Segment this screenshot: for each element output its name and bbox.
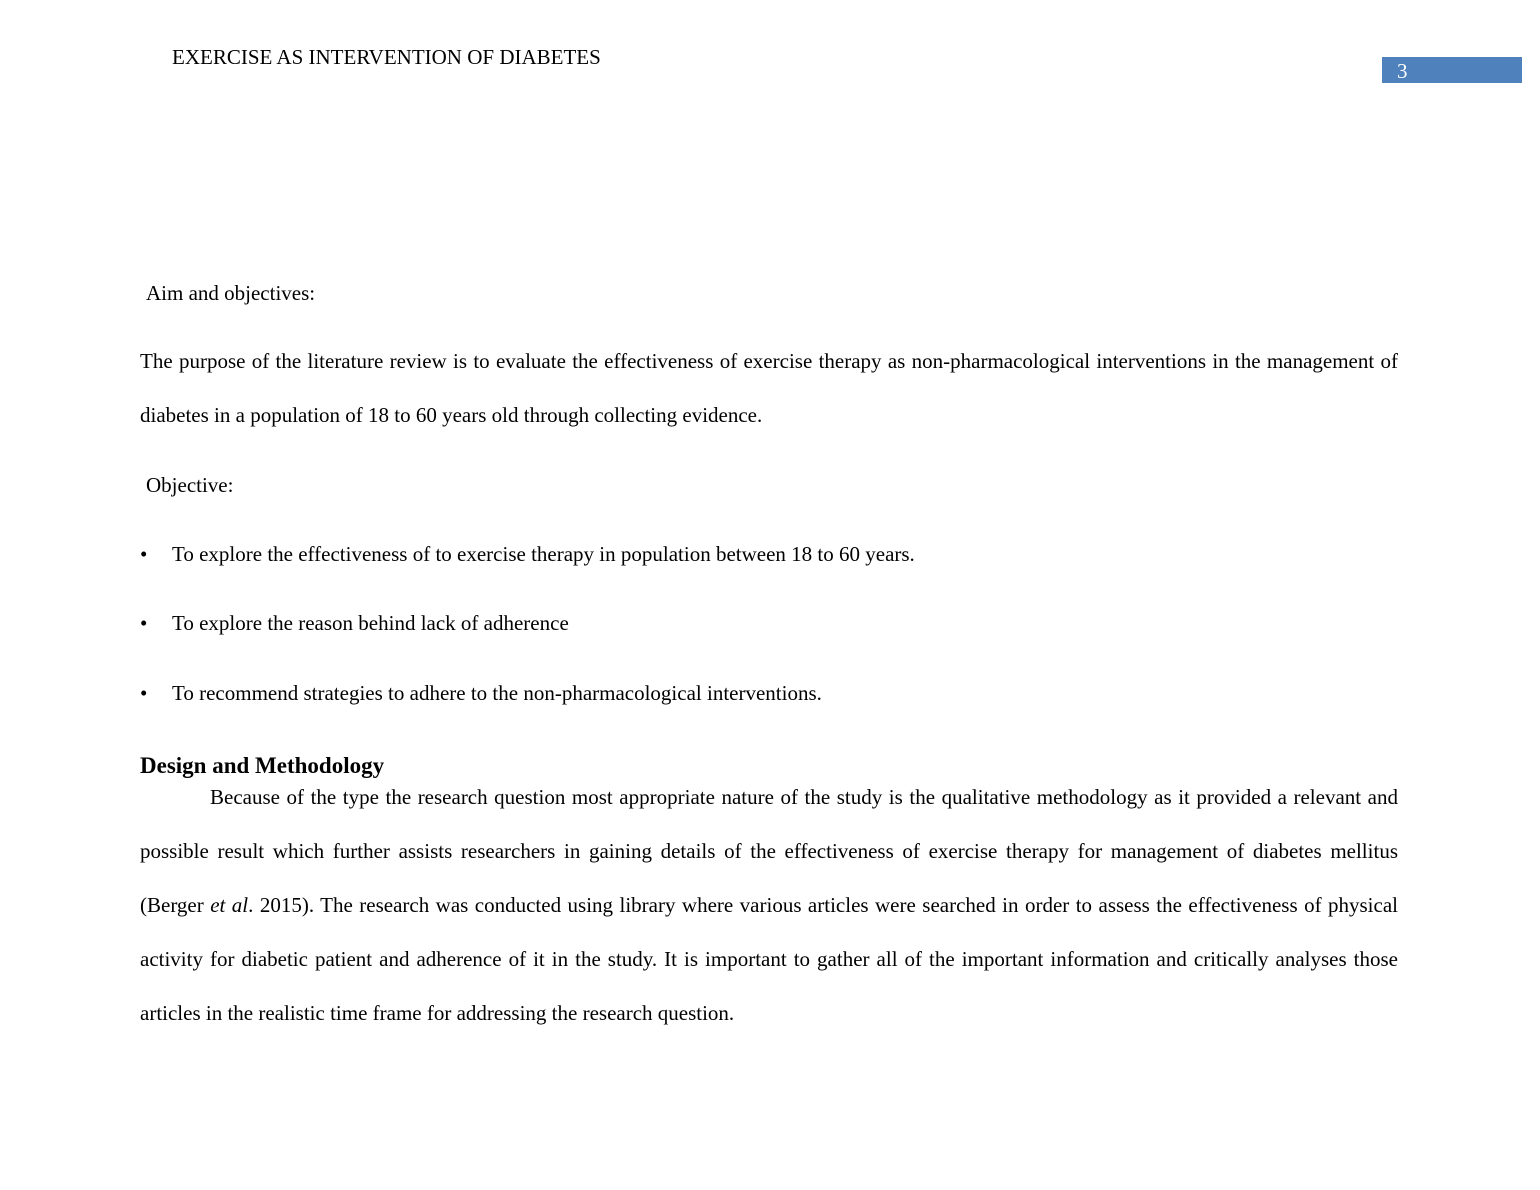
aim-paragraph: The purpose of the literature review is to evaluate the effectiveness of exercise therapy as non-pharmacological interventions in the management of diabetes in a population of 18 to 60 years old through collecting evidence. [140,349,1398,427]
objective-item-text: To explore the effectiveness of to exercise therapy in population between 18 to 60 years. [172,542,915,566]
running-head: EXERCISE AS INTERVENTION OF DIABETES [172,45,601,69]
objective-item [140,680,1398,706]
design-heading: Design and Methodology [140,753,385,778]
design-text-part1: Because of the type the research question most appropriate nature of the study is the qualitative methodology as it provided a relevant and possible result which further assists researchers in gaining details of the effectiveness of exercise therapy for management of diabetes mellitus (Berger [140,785,1398,917]
page-number: 3 [1382,57,1522,83]
bullet-icon: • [140,681,148,705]
aim-label: Aim and objectives: [146,281,316,305]
objective-item [140,541,1398,567]
objective-item-text: To recommend strategies to adhere to the non-pharmacological interventions. [172,681,822,705]
bullet-icon: • [140,542,148,566]
design-text-part2: . 2015). The research was conducted using library where various articles were searched in order to assess the effectiveness of physical activity for diabetic patient and adherence of it in the study. It is important to gather all of the important information and critically analyses those articles in the realistic time frame for addressing the research question. [140,893,1398,1025]
citation-et-al: et al [210,893,249,917]
design-paragraph [140,770,1398,1040]
objective-item [140,610,1398,636]
bullet-icon: • [140,611,148,635]
objective-label: Objective: [146,473,234,497]
objective-item-text: To explore the reason behind lack of adherence [172,611,569,635]
